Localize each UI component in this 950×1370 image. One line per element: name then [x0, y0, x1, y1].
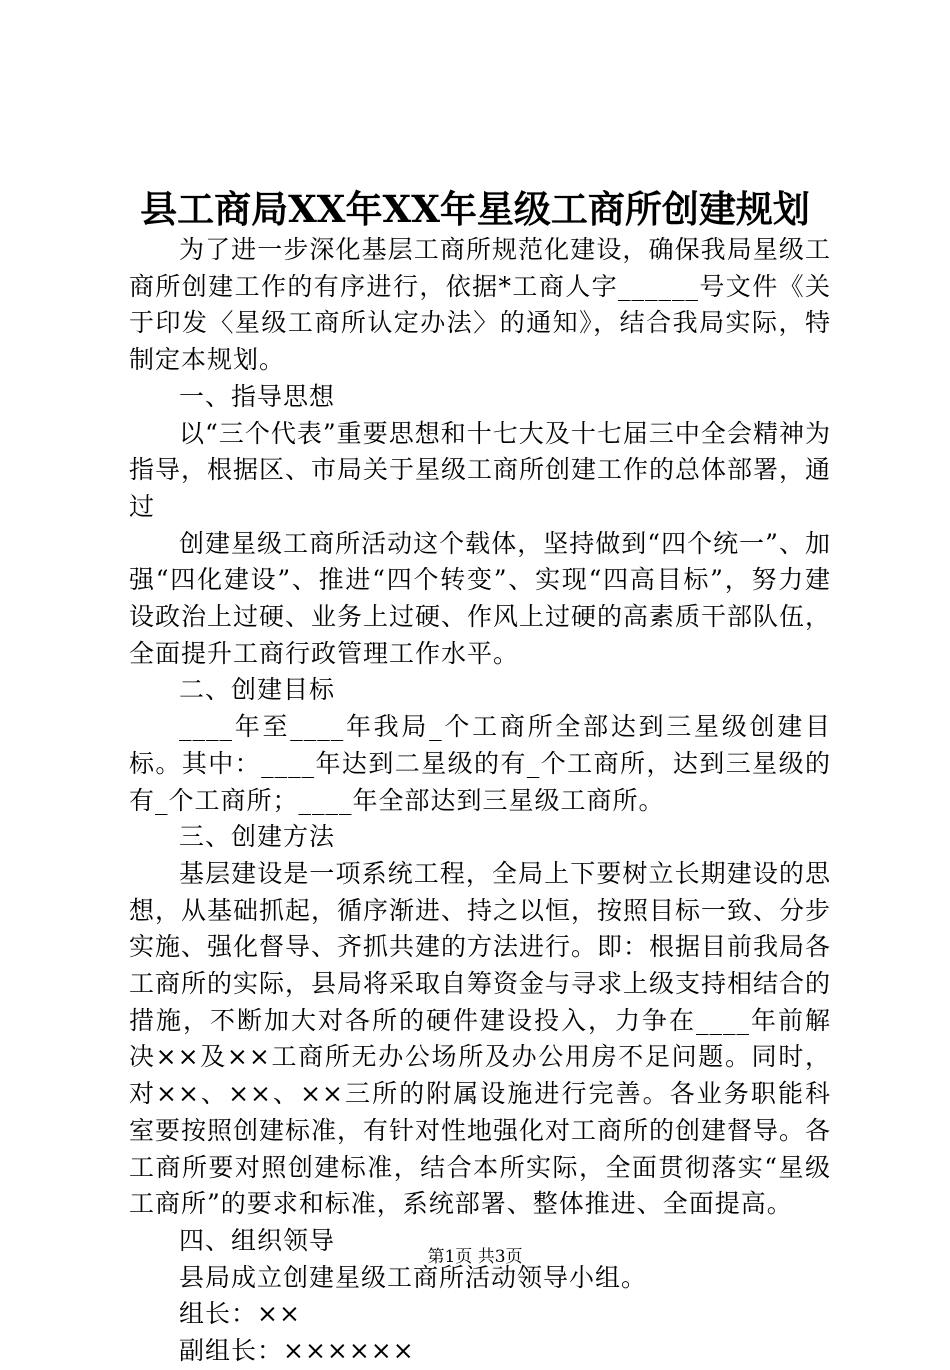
document-title: 县工商局XX年XX年星级工商所创建规划 [140, 187, 810, 231]
page-indicator: 第1页 共3页 [427, 1247, 523, 1267]
leader-line: 组长：×× [179, 1299, 301, 1329]
paragraph-methods: 基层建设是一项系统工程，全局上下要树立长期建设的思想，从基础抓起，循序渐进、持之以恒，按照目标一致、分步实施、强化督导、齐抓共建的方法进行。即：根据目前我局各工商所的实际，县局将采取自筹资金与寻求上级支持相结合的措施，不断加大对各所的硬件建设投入，力争在____年前解决××及××工商所无办公场所及办公用房不足问题。同时，对××、××、××三所的附属设施进行完善。各业务职能科室要按照创建标准，有针对性地强化对工商所的创建督导。各工商所要对照创建标准，结合本所实际，全面贯彻落实“星级工商所”的要求和标准，系统部署、整体推进、全面提高。 [129, 858, 832, 1219]
paragraph-intro: 为了进一步深化基层工商所规范化建设，确保我局星级工商所创建工作的有序进行，依据*工商人字______号文件《关于印发〈星级工商所认定办法〉的通知》，结合我局实际，特制定本规划。 [129, 235, 831, 375]
section-heading-goals: 二、创建目标 [179, 675, 336, 705]
paragraph-leadership: 县局成立创建星级工商所活动领导小组。 [179, 1262, 648, 1292]
section-heading-methods: 三、创建方法 [179, 822, 336, 852]
deputy-leader-line: 副组长：×××××× [179, 1336, 415, 1366]
section-heading-guiding-thought: 一、指导思想 [179, 381, 336, 411]
paragraph-guiding-thought-cont: 创建星级工商所活动这个载体，坚持做到“四个统一”、加强“四化建设”、推进“四个转变”、实现“四高目标”，努力建设政治上过硬、业务上过硬、作风上过硬的高素质干部队伍，全面提升工商行政管理工作水平。 [129, 528, 832, 668]
paragraph-guiding-thought: 以“三个代表”重要思想和十七大及十七届三中全会精神为指导，根据区、市局关于星级工商所创建工作的总体部署，通过 [129, 418, 832, 521]
section-heading-leadership: 四、组织领导 [179, 1225, 336, 1255]
paragraph-goals: ____年至____年我局_个工商所全部达到三星级创建目标。其中：____年达到二星级的有_个工商所，达到三星级的有_个工商所；____年全部达到三星级工商所。 [129, 712, 831, 815]
document-body [129, 232, 831, 1370]
